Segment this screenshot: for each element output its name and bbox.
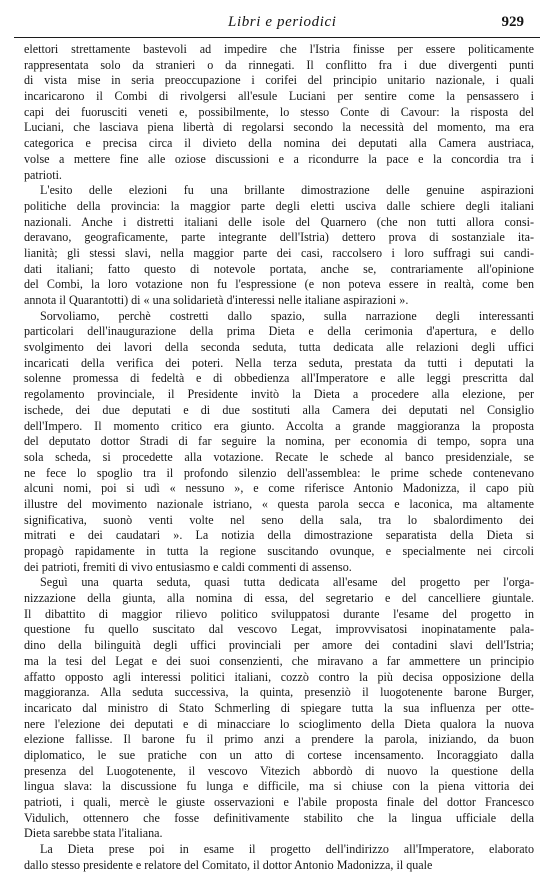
text-line: illustre del movimento nazionale istriano, « questa parola secca e laconica, ma altamente (24, 496, 534, 511)
text-line: del deputato dottor Stradi di far seguire la nomina, per economia di tempo, sopra una (24, 434, 534, 449)
text-line: ma la tesi del Legat e dei suoi consenzienti, che miravano a far ammettere un principio (24, 653, 534, 668)
text-line: alcuni nomi, poi si udì « nessuno », e come riferisce Antonio Madonizza, il capo più (24, 481, 534, 496)
text-line: ne fece lo spoglio tra il profondo silenzio dell'assemblea: le prime schede contenevano (24, 465, 534, 480)
text-line: dino della bilinguità degli uffici provinciali per amore dei contadini slavi dell'Istria; (24, 638, 534, 653)
text-line: ischede, dei due deputati e di due sostituti alla Camera dei deputati nel Consiglio (24, 402, 534, 417)
paragraph (24, 183, 534, 309)
text-line: incaricarono il Combi di rivolgersi all'esule Luciani per sentire come la pensassero i (24, 89, 534, 104)
text-line: L'esito delle elezioni fu una brillante dimostrazione delle genuine aspirazioni (40, 183, 534, 198)
text-line: del Combi, la loro votazione non fu l'espressione (e non poteva essere in realtà, come ben (24, 277, 534, 292)
text-line: diplomatico, le sue pratiche con un atto di cortese incensamento. Incoraggiato dalla (24, 747, 534, 762)
text-line: di vista mise in seria preoccupazione i corifei del principio unitario nazionale, i quali (24, 73, 534, 88)
text-line: Dieta sarebbe stata l'italiana. (24, 826, 163, 841)
text-line: lingua slava: la discussione fu lunga e difficile, ma si chiuse con la piena vittoria dei (24, 779, 534, 794)
text-line: nazionali. Anche i distretti italiani delle isole del Quarnero (che non tutti allora consi- (24, 214, 534, 229)
text-line: Sorvoliamo, perchè costretti dallo spazio, sulla narrazione degli interessanti (40, 308, 534, 323)
paragraph (24, 575, 534, 842)
text-line: dei patrioti, fremiti di vivo entusiasmo e caldi commenti di assenso. (24, 559, 352, 574)
text-line: svolgimento dei lavori della seconda seduta, tutta dedicata alle relazioni degli uffici (24, 340, 534, 355)
text-line: solenne promessa di fedeltà e di obbedienza all'Imperatore e alle leggi prescritta dal (24, 371, 534, 386)
text-line: dell'Impero. Il momento critico era giunto. Accolta a grande maggioranza la proposta (24, 418, 534, 433)
text-line: capi dei fuorusciti veneti e, possibilmente, lo stesso Conte di Cavour: la risposta del (24, 104, 534, 119)
text-line: maggioranza. Alla seduta successiva, la quinta, presenziò il luogotenente barone Burger, (24, 685, 534, 700)
text-line: patrioti. (24, 167, 62, 182)
text-line: nere l'elezione dei deputati e di minacciare lo scioglimento della Dieta qualora la nuova (24, 716, 534, 731)
text-line: annota il Quarantotti) di « una solidarietà d'interessi nelle italiane aspirazioni ». (24, 293, 409, 307)
text-line: volse a mettere fine alle oziose discussioni e a ricondurre la pace e la concordia tra i (24, 151, 534, 166)
page-number: 929 (501, 14, 524, 30)
text-line: Luciani, che lasciava piena libertà di regolarsi secondo la necessità del momento, ma era (24, 120, 534, 135)
paragraph (24, 842, 534, 873)
text-line: Il dibattito di maggior rilievo politico sviluppatosi durante l'esame del progetto in (24, 606, 534, 621)
paragraph (24, 42, 534, 183)
text-line: incaricato dal ministro di Stato Schmerling di spiegare tutta la sua influenza per otte- (24, 700, 534, 715)
text-line: La Dieta prese poi in esame il progetto dell'indirizzo all'Imperatore, elaborato (40, 842, 534, 857)
text-line: politiche della provincia: la maggior parte degli eletti usciva dalle schiere degli italiani (24, 198, 534, 213)
text-line: significativa, suonò venti volte nel seno della sala, tra lo sbalordimento dei (24, 512, 534, 527)
text-line: incaricati della verifica dei poteri. Nella terza seduta, prestata da tutti i deputati la (24, 355, 534, 370)
text-line: mitrati e dei caudatari ». La notizia della dimostrazione separatista della Dieta si (24, 528, 534, 543)
text-line: Seguì una quarta seduta, quasi tutta dedicata all'esame del progetto per l'orga- (40, 575, 534, 590)
text-line: presenza del Luogotenente, il vescovo Vitezich abbordò di nuovo la questione della (24, 763, 534, 778)
text-line: categorica e precisa circa il divieto della nomina dei deputati alla Camera austriaca, (24, 136, 534, 151)
page-header (0, 12, 550, 36)
text-line: patrioti, i quali, mercè le giuste osservazioni e l'abile proposta finale del dottor Francesco (24, 795, 534, 809)
text-line: dallo stesso presidente e relatore del Comitato, il dottor Antonio Madonizza, il quale (24, 857, 433, 872)
text-line: propagò rapidamente in tutta la regione suscitando ovunque, e specialmente nei circoli (24, 544, 534, 558)
body-text (24, 42, 534, 873)
text-line: elezione fallisse. Il barone fu il primo anzi a prendere la parola, iniziando, da buon (24, 732, 534, 747)
text-line: Vidulich, ottennero che fosse definitivamente stabilito che la lingua ufficiale della (24, 810, 534, 825)
text-line: affatto opposto agli interessi politici italiani, cozzò contro la più decisa opposizione della (24, 669, 534, 684)
text-line: sola scheda, si procedette alla votazione. Recate le schede al banco presidenziale, se (24, 449, 534, 464)
paragraph (24, 309, 534, 576)
text-line: regolamento provinciale, il Presidente invitò la Dieta a procedere alla elezione, per (24, 387, 534, 402)
header-rule (14, 37, 540, 38)
text-line: elettori strettamente bastevoli ad impedire che l'Istria finisse per essere politicamente (24, 42, 534, 56)
text-line: nizzazione della giunta, alla nomina di essa, del segretario e del cancelliere giuntale. (24, 591, 534, 606)
running-title: Libri e periodici (228, 14, 337, 30)
text-line: deravano, geograficamente, parte integrante dell'Istria) dettero prova di sostanziale ita- (24, 230, 534, 245)
text-line: questione fu quello suscitato dal vescovo Legat, improvvisatosi inopinatamente pala- (24, 622, 534, 637)
text-line: rappresentata solo da stranieri o da rinnegati. Il conflitto fra i due divergenti punti (24, 57, 534, 72)
text-line: particolari dell'inaugurazione della prima Dieta e della cerimonia d'apertura, e dello (24, 324, 534, 339)
text-line: lianità; gli stessi slavi, nella maggior parte dei casi, raccolsero i loro suffragi sui candi- (24, 245, 534, 260)
text-line: dati italiani; fatto questo di notevole portata, anche se, contrariamente all'opinione (24, 261, 534, 276)
